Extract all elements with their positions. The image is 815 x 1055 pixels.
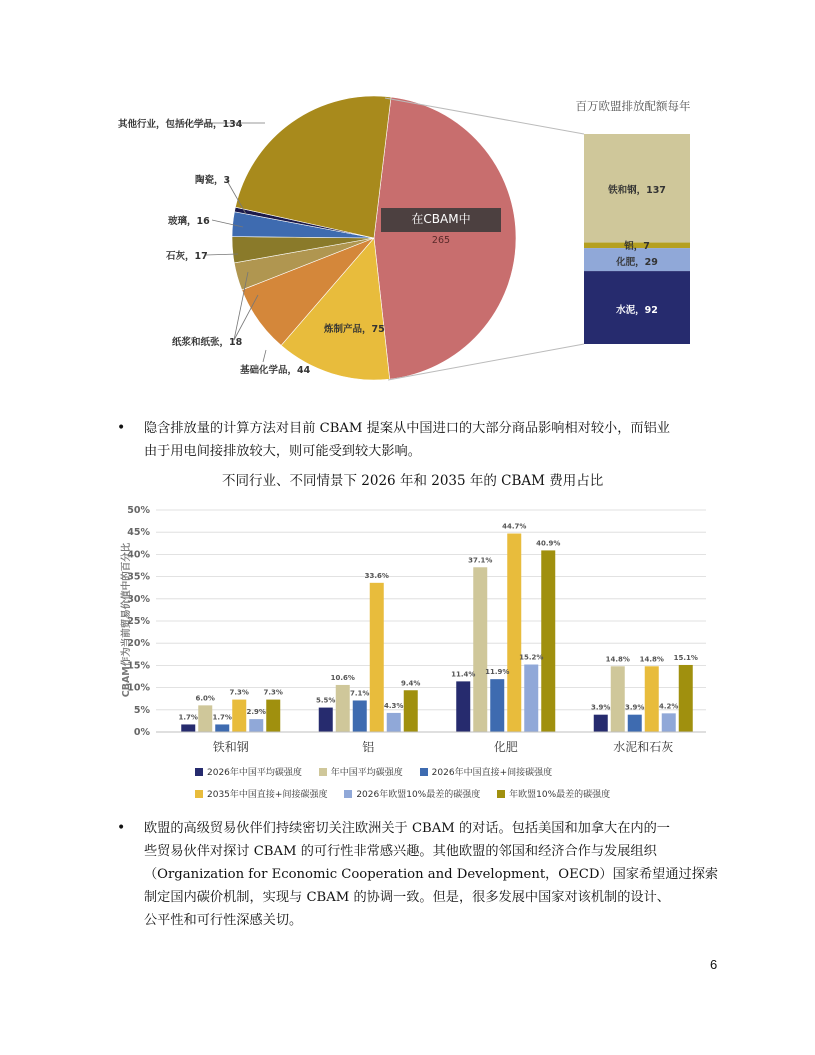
y-tick-label: 20% <box>127 638 150 650</box>
pie-figure <box>108 92 708 388</box>
bar-data-label: 9.4% <box>401 679 421 688</box>
bar-4-3 <box>507 534 521 732</box>
bar-2-4 <box>611 666 625 732</box>
pie-label-pulp: 纸浆和纸张，18 <box>172 337 243 348</box>
bar-3-1 <box>215 724 229 732</box>
bullet-marker-2: • <box>117 820 126 836</box>
bar-data-label: 3.9% <box>625 703 645 712</box>
bar-4-1 <box>232 700 246 732</box>
bar-5-4 <box>662 713 676 732</box>
bar-chart-ylabel: CBAM作为当前贸易价值中的百分比 <box>121 542 132 698</box>
paragraph-line: 欧盟的高级贸易伙伴们持续密切关注欧洲关于 CBAM 的对话。包括美国和加拿大在内的一 <box>144 821 670 836</box>
pie-label-other: 其他行业，包括化学品，134 <box>118 119 243 130</box>
x-category-label: 铁和钢 <box>212 740 249 754</box>
legend-label: 2026年中国平均碳强度 <box>207 768 302 778</box>
legend-label: 年中国平均碳强度 <box>330 768 403 778</box>
legend-swatch <box>420 768 428 776</box>
bullet-paragraph-1 <box>144 417 670 463</box>
paragraph-line: 公平性和可行性深感关切。 <box>144 913 303 928</box>
legend-label: 2026年欧盟10%最差的碳强度 <box>356 790 481 800</box>
legend-swatch <box>344 790 352 798</box>
bar-data-label: 10.6% <box>330 673 355 682</box>
bar-data-label: 7.3% <box>263 688 283 697</box>
bar-data-label: 3.9% <box>591 703 611 712</box>
y-tick-label: 40% <box>127 549 150 561</box>
bar-1-4 <box>594 715 608 732</box>
y-tick-label: 15% <box>127 660 150 672</box>
bar-data-label: 14.8% <box>605 655 630 664</box>
bar-data-label: 14.8% <box>639 655 664 664</box>
y-tick-label: 25% <box>127 616 150 627</box>
paragraph-line: 制定国内碳价机制，实现与 CBAM 的协调一致。但是，很多发展中国家对该机制的设计、 <box>144 890 670 905</box>
bar-1-3 <box>456 681 470 732</box>
legend-swatch <box>195 768 203 776</box>
bar-4-2 <box>370 583 384 732</box>
bar-chart-title: 不同行业、不同情景下 2026 年和 2035 年的 CBAM 费用占比 <box>222 473 604 489</box>
bar-data-label: 5.5% <box>316 696 336 705</box>
legend-label: 年欧盟10%最差的碳强度 <box>509 790 611 800</box>
bar-5-2 <box>387 713 401 732</box>
bar-data-label: 11.9% <box>485 668 510 677</box>
legend-label: 2026年中国直接+间接碳强度 <box>431 768 553 778</box>
breakdown-label-cement: 水泥，92 <box>616 305 658 316</box>
bar-chart-svg <box>108 498 718 803</box>
bar-5-3 <box>524 665 538 732</box>
legend-label: 2035年中国直接+间接碳强度 <box>207 790 328 800</box>
legend-item <box>195 765 302 778</box>
bar-data-label: 4.2% <box>659 702 679 711</box>
breakdown-label-steel: 铁和钢，137 <box>608 185 666 196</box>
pie-label-cbam-value: 265 <box>431 235 451 246</box>
legend-row-1 <box>195 765 655 778</box>
bullet-paragraph-2 <box>144 817 718 932</box>
bar-6-3 <box>541 550 555 732</box>
bullet-marker-1: • <box>117 420 126 436</box>
bar-data-label: 4.3% <box>384 701 404 710</box>
y-tick-label: 30% <box>127 593 150 605</box>
legend-swatch <box>319 768 327 776</box>
page-number: 6 <box>710 957 718 972</box>
legend-item <box>319 765 403 778</box>
bar-data-label: 37.1% <box>468 556 493 565</box>
bar-data-label: 11.4% <box>451 670 476 679</box>
bar-data-label: 2.9% <box>246 708 266 717</box>
paragraph-line: （Organization for Economic Cooperation and Development，OECD）国家希望通过探索 <box>144 867 719 882</box>
bar-6-2 <box>404 690 418 732</box>
bar-4-4 <box>645 666 659 732</box>
legend-row-2 <box>195 787 655 800</box>
bar-6-1 <box>266 700 280 732</box>
bar-data-label: 1.7% <box>212 713 232 722</box>
legend-swatch <box>497 790 505 798</box>
y-tick-label: 10% <box>127 682 150 694</box>
paragraph-line: 由于用电间接排放较大，则可能受到较大影响。 <box>144 444 421 459</box>
x-category-label: 铝 <box>362 740 375 754</box>
breakdown-label-aluminium: 铝，7 <box>624 241 650 252</box>
breakdown-title: 百万欧盟排放配额每年 <box>575 99 691 113</box>
paragraph-line: 些贸易伙伴对探讨 CBAM 的可行性非常感兴趣。其他欧盟的邻国和经济合作与发展组织 <box>144 844 657 859</box>
bar-3-2 <box>353 700 367 732</box>
legend-swatch <box>195 790 203 798</box>
bar-data-label: 1.7% <box>178 713 198 722</box>
bar-chart-legend <box>195 765 655 800</box>
legend-item <box>497 787 610 800</box>
pie-label-refined: 炼制产品，75 <box>324 324 385 335</box>
bar-5-1 <box>249 719 263 732</box>
y-tick-label: 45% <box>127 527 150 539</box>
breakdown-label-fertilizer: 化肥，29 <box>616 257 658 268</box>
bar-data-label: 33.6% <box>364 571 389 580</box>
pie-label-basic-chem: 基础化学品，44 <box>240 365 311 376</box>
y-tick-label: 0% <box>133 727 150 738</box>
pie-label-cbam-name: 在CBAM中 <box>411 212 471 226</box>
y-tick-label: 5% <box>133 704 150 716</box>
paragraph-line: 隐含排放量的计算方法对目前 CBAM 提案从中国进口的大部分商品影响相对较小，而铝业 <box>144 421 670 436</box>
bar-2-1 <box>198 705 212 732</box>
bar-data-label: 7.1% <box>350 689 370 698</box>
pie-label-lime: 石灰，17 <box>166 251 208 262</box>
bar-chart <box>108 498 718 803</box>
bar-2-2 <box>336 685 350 732</box>
bar-data-label: 44.7% <box>502 522 527 531</box>
legend-item <box>344 787 480 800</box>
legend-item <box>420 765 552 778</box>
x-category-label: 化肥 <box>493 740 518 754</box>
bar-data-label: 15.2% <box>519 653 544 662</box>
bar-data-label: 6.0% <box>195 694 215 703</box>
pie-label-ceramic: 陶瓷，3 <box>195 175 231 186</box>
bar-3-3 <box>490 679 504 732</box>
bar-1-1 <box>181 724 195 732</box>
y-tick-label: 35% <box>127 571 150 583</box>
legend-item <box>195 787 327 800</box>
y-tick-label: 50% <box>127 505 150 516</box>
bar-data-label: 15.1% <box>673 653 698 662</box>
pie-label-glass: 玻璃，16 <box>168 216 210 227</box>
bar-2-3 <box>473 567 487 732</box>
bar-3-4 <box>628 715 642 732</box>
bar-data-label: 40.9% <box>536 539 561 548</box>
x-category-label: 水泥和石灰 <box>613 740 674 754</box>
bar-1-2 <box>319 708 333 732</box>
bar-6-4 <box>679 665 693 732</box>
bar-data-label: 7.3% <box>229 688 249 697</box>
